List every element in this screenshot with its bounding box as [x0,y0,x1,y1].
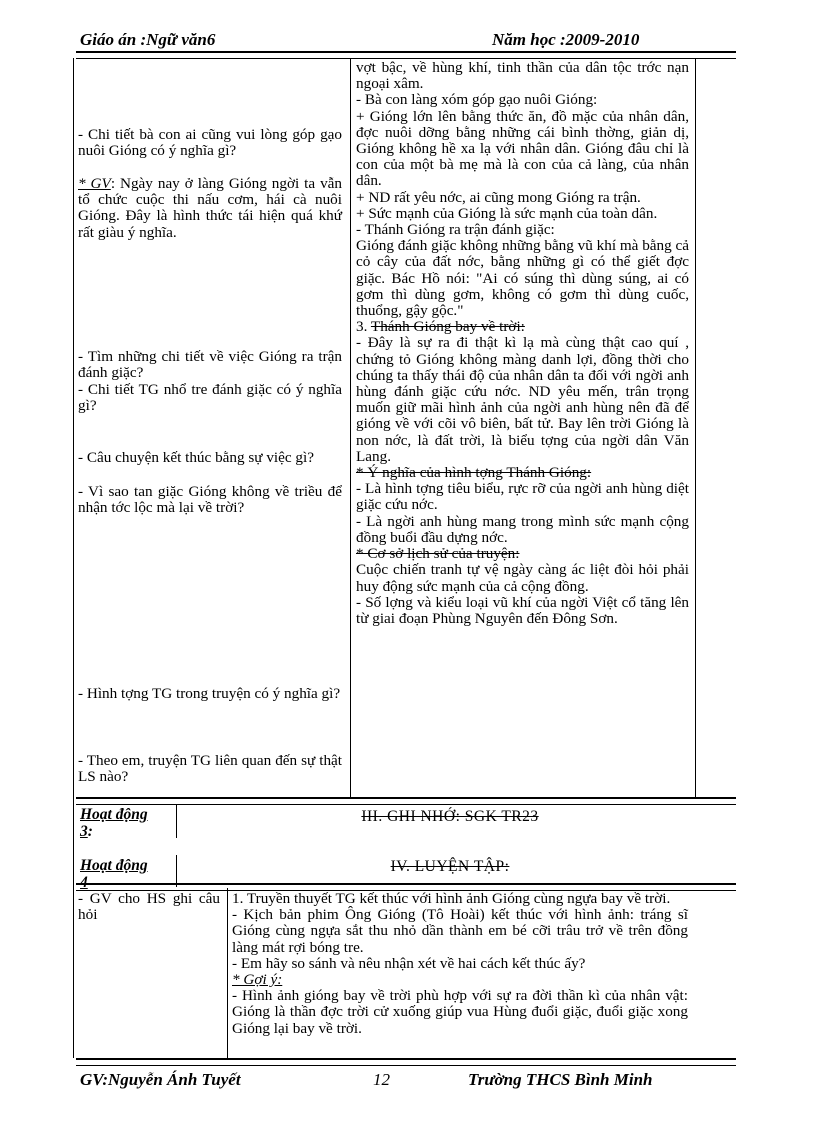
gv-note: * GV: Ngày nay ở làng Gióng ngời ta vẫn tổ chức cuộc thi nấu cơm, hái cà nuôi Gióng. Đây là hình thức tái hiện quá khứ rất giàu ý nghĩa. [78,175,342,241]
question-bacon: - Chi tiết bà con ai cũng vui lòng góp gạo nuôi Gióng có ý nghĩa gì? [78,126,342,160]
page-header [80,30,732,52]
footer-rule [76,1058,736,1066]
subheading-co-so-lich-su: * Cơ sở lịch sử của truyện: [356,545,520,563]
page-left-border [73,58,74,1058]
page-footer [80,1070,732,1092]
subheading-bay-ve-troi: 3. Thánh Gióng bay về trời: [356,318,525,336]
practice-text: - Hình ảnh gióng bay về trời phù hợp với sự ra đời thần kì của nhân vật: Gióng là thần đợc trời cử xuống giúp vua Hùng đuổi giặc, đuổi giặc xong Gióng lại bay về trời. [232,987,688,1037]
practice-instruction: - GV cho HS ghi câu hỏi [78,890,220,924]
gv-label: * GV [78,175,111,192]
practice-content [232,891,688,1037]
answer-text: + Gióng lớn lên bằng thức ăn, đồ mặc của nhân dân, đợc nuôi dỡng bằng những cái bình thờng, giản dị, Gióng không hề xa lạ với nhân dân. Gióng đâu chỉ là con của một bà mẹ mà là con của cả làng, của nhân dân. [356,107,689,190]
answer-text: vợt bậc, về hùng khí, tinh thần của dân tộc trớc nạn ngoại xâm. [356,59,689,93]
question-ket-thuc: - Câu chuyện kết thúc bằng sự việc gì? [78,449,314,466]
answer-text: + ND rất yêu nớc, ai cũng mong Gióng ra trận. [356,188,641,206]
question-ra-tran: - Tìm những chi tiết về việc Gióng ra trận đánh giặc? [78,348,342,382]
subheading-y-nghia: * Ý nghĩa của hình tợng Thánh Gióng: [356,464,592,482]
activity-3-label: Hoạt động 3: [80,806,148,840]
answer-text: + Sức mạnh của Gióng là sức mạnh của toàn dân. [356,204,658,222]
table-bottom-rule [76,797,736,805]
practice-hint-label: * Gợi ý: [232,971,283,989]
header-rule [76,51,736,59]
column-divider [350,58,351,797]
question-lich-su: - Theo em, truyện TG liên quan đến sự thật LS nào? [78,752,342,786]
practice-text: - Em hãy so sánh và nêu nhận xét về hai cách kết thúc ấy? [232,954,586,972]
section-luyen-tap: IV. LUYỆN TẬP: [390,858,510,875]
header-lesson-title: Giáo án :Ngữ văn6 [80,30,216,49]
section-ghi-nho: III. GHI NHỚ: SGK TR23 [361,808,539,825]
answer-text: Cuộc chiến tranh tự vệ ngày càng ác liệt đòi hỏi phải huy động sức mạnh của cả cộng đồng. [356,561,689,595]
answer-text: - Là hình tợng tiêu biểu, rực rỡ của ngời anh hùng diệt giặc cứu nớc. [356,480,689,514]
activity-4-label: Hoạt động 4 [80,857,148,891]
answer-text: Gióng đánh giặc không những bằng vũ khí mà bằng cả cỏ cây của đất nớc, bằng những gì có thể giết đợc giặc. Bác Hồ nói: "Ai có súng thì dùng súng, ai có gơm thì dùng gơm, không có gơm thì dùng cuốc, thuổng, gậy gộc." [356,237,690,320]
footer-school: Trường THCS Bình Minh [468,1070,653,1089]
answer-text: - Thánh Gióng ra trận đánh giặc: [356,221,555,239]
answer-text: - Số lợng và kiểu loại vũ khí của ngời Việt cổ tăng lên từ giai đoạn Phùng Nguyên đến Đông Sơn. [356,593,689,627]
question-ve-troi: - Vì sao tan giặc Gióng không về triều để nhận tớc lộc mà lại về trời? [78,483,342,517]
answer-text: - Bà con làng xóm góp gạo nuôi Gióng: [356,91,598,109]
practice-text: 1. Truyền thuyết TG kết thúc với hình ảnh Gióng cùng ngựa bay về trời. [232,890,671,907]
header-school-year: Năm học :2009-2010 [492,30,640,49]
practice-divider [227,888,228,1058]
question-hinh-tuong: - Hình tợng TG trong truyện có ý nghĩa gì? [78,685,341,702]
practice-text: - Kịch bản phim Ông Gióng (Tô Hoài) kết thúc với hình ảnh: tráng sĩ Gióng cùng ngựa sắt thu nhỏ dần thành em bé cỡi trâu trở về trên đồng làng mát rợi bóng tre. [232,906,688,956]
answer-text: - Đây là sự ra đi thật kì lạ mà cùng thật cao quí , chứng tỏ Gióng không màng danh lợi, đồng thời cho chúng ta thấy thái độ của nhân dân ta đối với ngời anh hùng đánh giặc cứu nớc. ND yêu mến, trân trọng muốn giữ mãi hình ảnh của ngời anh hùng nên đã để gióng về với cõi vô biên, bất tử. Bay lên trời Gióng là non nớc, là đất trời, là biểu tợng của ngời dân Văn Lang. [356,334,689,465]
activity-3-divider [176,804,177,838]
answer-text: - Là ngời anh hùng mang trong mình sức mạnh cộng đồng buổi đầu dựng nớc. [356,512,689,546]
footer-teacher: GV:Nguyễn Ánh Tuyết [80,1070,241,1089]
table-right-border [695,58,696,797]
footer-page-number: 12 [373,1070,390,1089]
question-nho-tre: - Chi tiết TG nhổ tre đánh giặc có ý nghĩa gì? [78,381,342,415]
answer-column [356,60,689,627]
